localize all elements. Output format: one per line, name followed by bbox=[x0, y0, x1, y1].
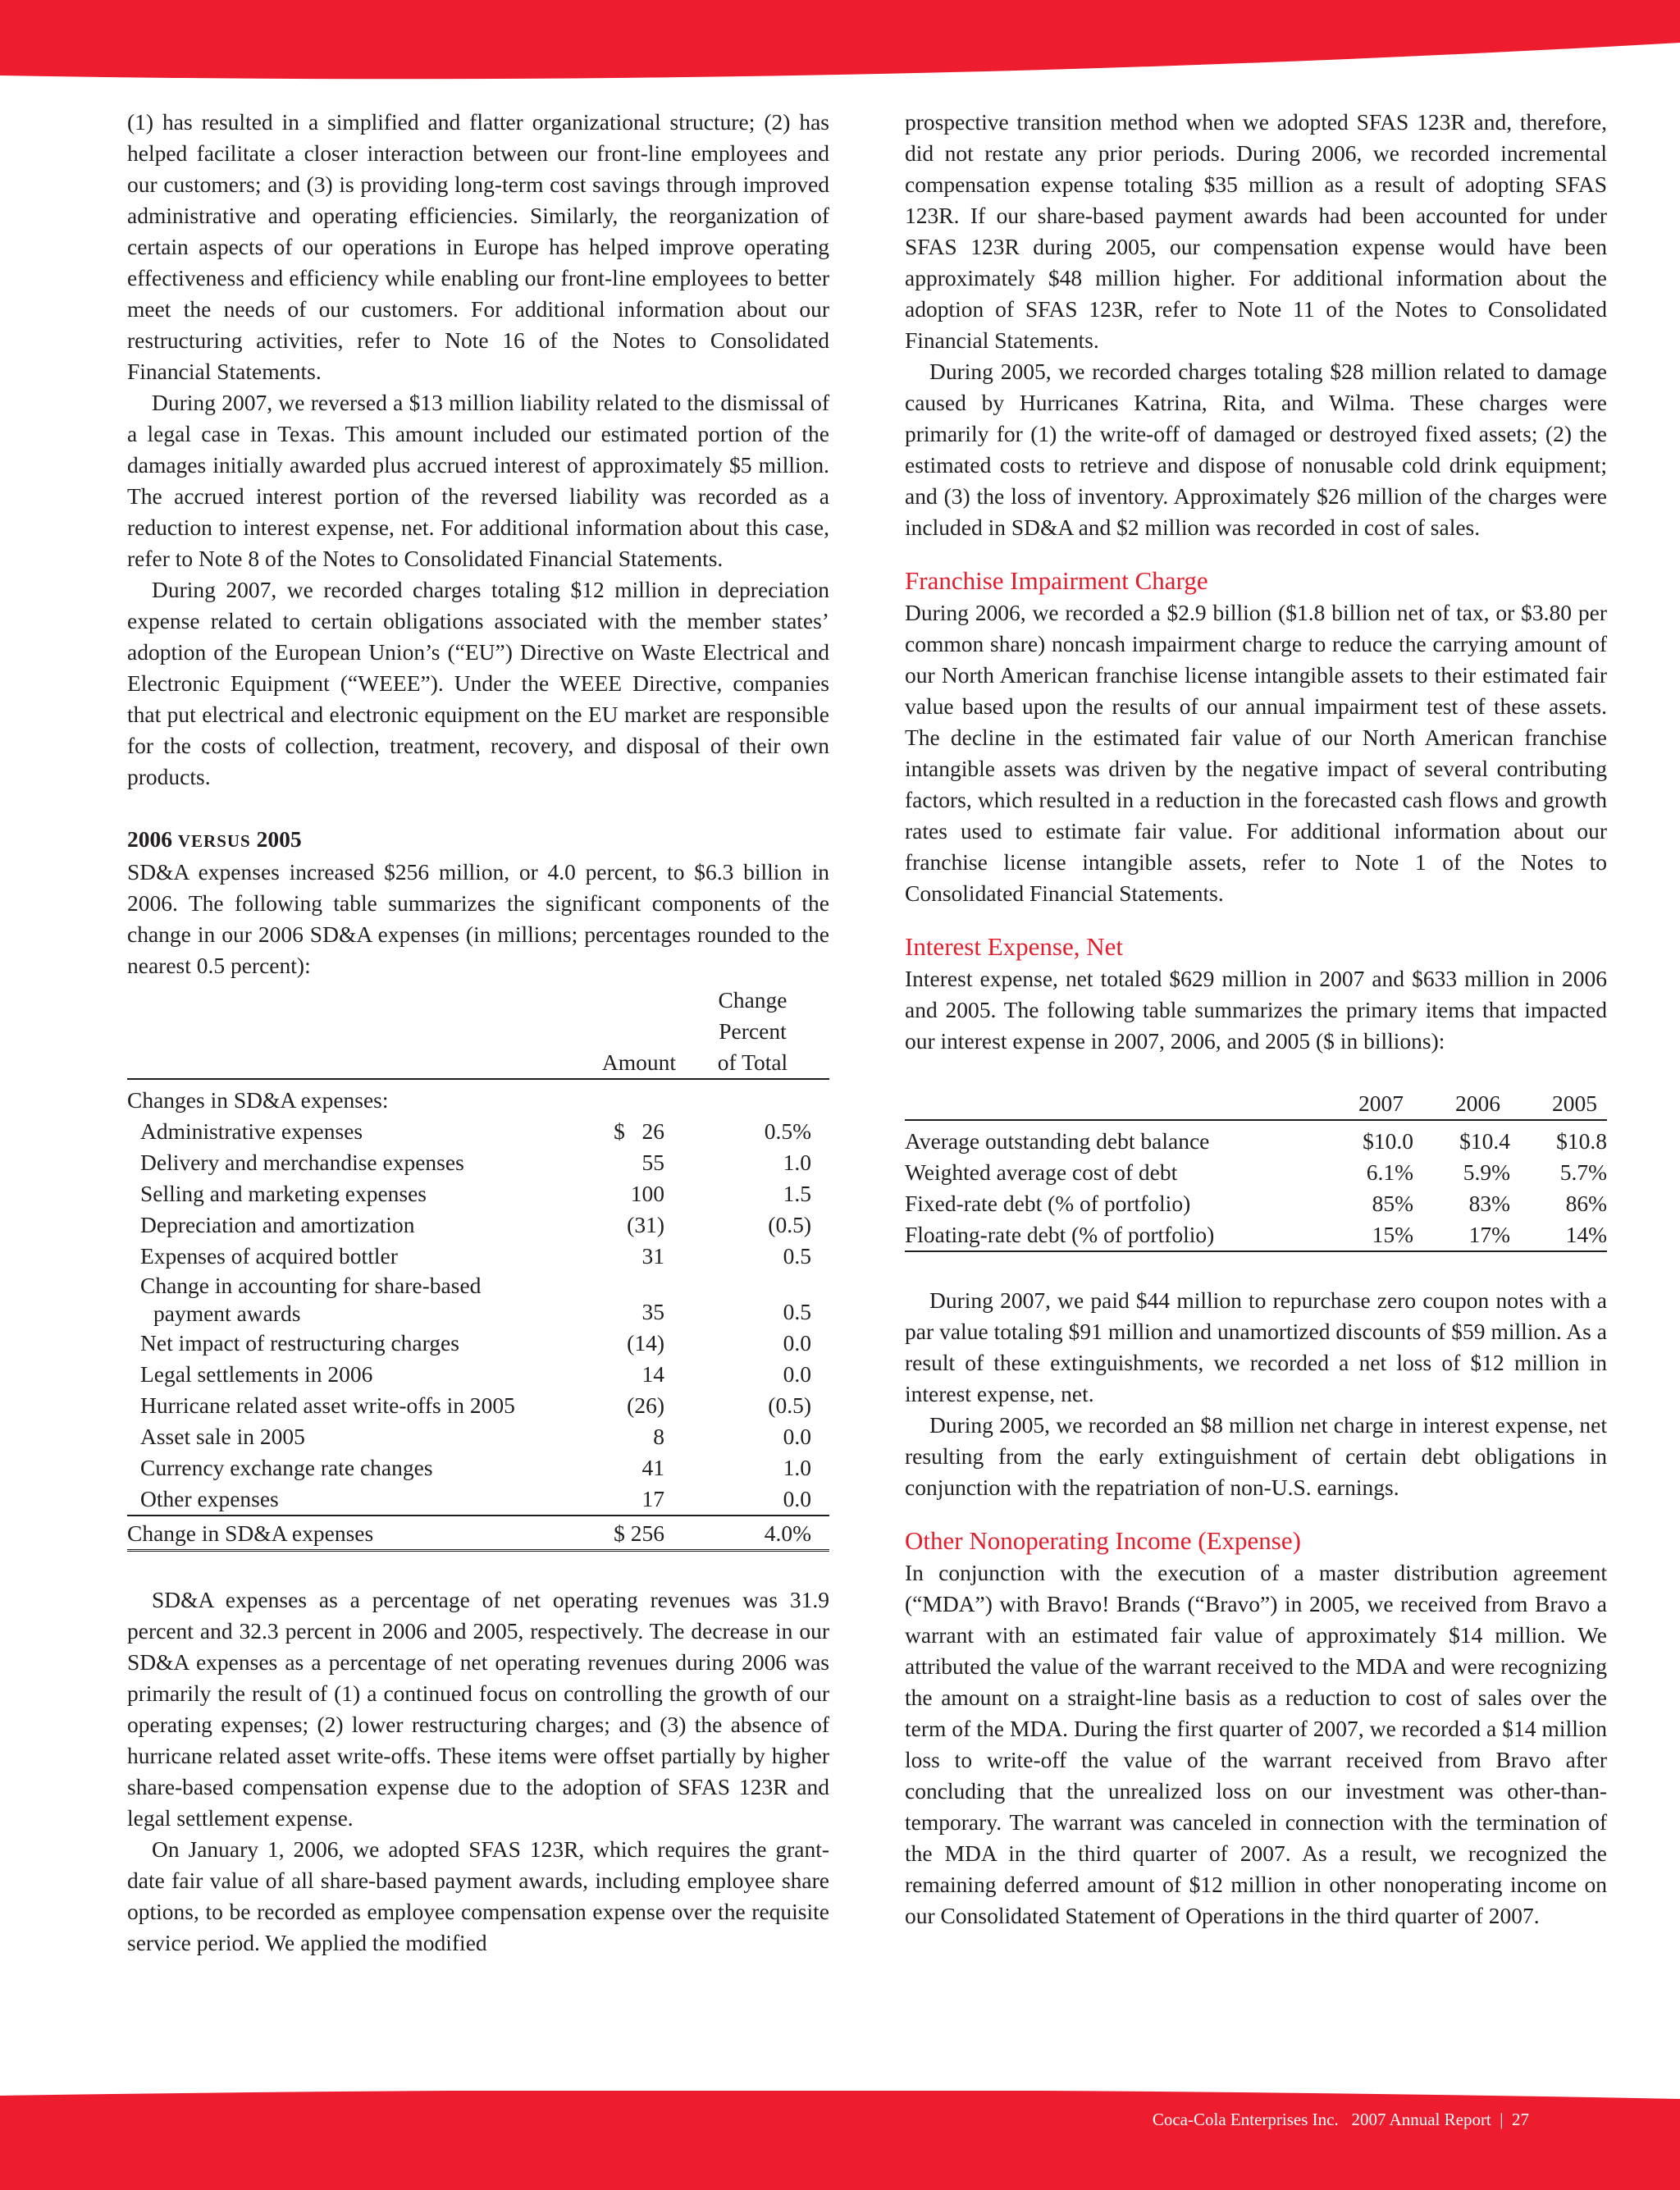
row-percent: 1.5 bbox=[783, 1181, 811, 1206]
row-amount: 17 bbox=[641, 1486, 664, 1511]
row-value-2007: 6.1% bbox=[1366, 1159, 1413, 1185]
col-year-2005: 2005 bbox=[1510, 1088, 1607, 1120]
left-paragraph-3: During 2007, we recorded charges totaling $12 million in depreciation expense related to certain obligations associated with the member states’ adoption of the European Union’s (“EU”) Directive on Waste Electrical and Electronic Equipment (“WEEE”). Under the WEEE Directive, companies that put electrical and electronic equipment on the EU market are responsible for the costs of collection, treatment, recovery, and disposal of their own products. bbox=[127, 577, 829, 789]
right-paragraph-4: Interest expense, net totaled $629 million in 2007 and $633 million in 2006 and 2005. The following table summarizes the primary items that impacted our interest expense in 2007, 2006, and 2005 ($ in billions): bbox=[905, 966, 1607, 1054]
row-label: Other expenses bbox=[140, 1486, 279, 1511]
row-amount: $ 26 bbox=[614, 1118, 664, 1144]
row-value-2006: 83% bbox=[1468, 1191, 1510, 1216]
row-value-2006: 17% bbox=[1413, 1219, 1510, 1251]
row-value-2005: $10.8 bbox=[1556, 1128, 1607, 1154]
sdna-table-header bbox=[127, 985, 829, 1079]
interest-table-header bbox=[905, 1088, 1607, 1120]
left-paragraph-2: During 2007, we reversed a $13 million liability related to the dismissal of a legal case in Texas. This amount included our estimated portion of the damages initially awarded plus accrued interest of approximately $5 million. The accrued interest portion of the reversed liability was recorded as a reduction to interest expense, net. For additional information about this case, refer to Note 8 of the Notes to Consolidated Financial Statements. bbox=[127, 390, 829, 571]
row-amount: (31) bbox=[627, 1212, 664, 1237]
table-row bbox=[127, 1421, 829, 1452]
row-value-2007: 85% bbox=[1372, 1191, 1413, 1216]
col-amount-header: Amount bbox=[550, 985, 676, 1079]
footer-report: 2007 Annual Report bbox=[1351, 2110, 1491, 2129]
total-amount: $ 256 bbox=[550, 1516, 676, 1551]
row-label: Legal settlements in 2006 bbox=[140, 1361, 373, 1387]
col-year-2007: 2007 bbox=[1317, 1088, 1413, 1120]
row-amount: 31 bbox=[641, 1243, 664, 1269]
row-percent: 0.0 bbox=[783, 1486, 811, 1511]
row-percent: 0.0 bbox=[783, 1361, 811, 1387]
col-change-header bbox=[676, 985, 829, 1079]
footer bbox=[1153, 2110, 1529, 2130]
row-label: Expenses of acquired bottler bbox=[140, 1243, 398, 1269]
row-value-2007: $10.0 bbox=[1363, 1128, 1413, 1154]
col-year-2006: 2006 bbox=[1413, 1088, 1510, 1120]
table-row bbox=[127, 1178, 829, 1209]
subhead-year-1: 2006 bbox=[127, 826, 172, 852]
right-paragraph-6: During 2005, we recorded an $8 million net charge in interest expense, net resulting from the early extinguishment of certain debt obligations in conjunction with the repatriation of non-U.S. earnings. bbox=[905, 1412, 1607, 1500]
table-row bbox=[127, 1359, 829, 1390]
left-column bbox=[127, 107, 829, 1959]
table-row bbox=[127, 1390, 829, 1421]
row-label: Floating-rate debt (% of portfolio) bbox=[905, 1219, 1317, 1251]
row-label-line-1: Change in accounting for share-based bbox=[140, 1273, 482, 1298]
row-percent: 0.0 bbox=[783, 1330, 811, 1356]
row-amount: 8 bbox=[653, 1424, 664, 1449]
right-paragraph-7: In conjunction with the execution of a master distribution agreement (“MDA”) with Bravo! Brands (“Bravo”) in 2005, we received from Bravo a warrant with an estimated fair value of approximately $14 million. We attributed the value of the warrant received to the MDA and were recognizing the amount on a straight-line basis as a reduction to cost of sales over the term of the MDA. During the first quarter of 2007, we recorded a $14 million loss to write-off the value of the warrant received from Bravo after concluding that the unrealized loss on our investment was other-than-temporary. The warrant was canceled in connection with the termination of the MDA in the third quarter of 2007. As a result, we recognized the remaining deferred amount of $12 million in other nonoperating income on our Consolidated Statement of Operations in the third quarter of 2007. bbox=[905, 1560, 1607, 1928]
table-row bbox=[127, 1452, 829, 1484]
row-percent: (0.5) bbox=[768, 1212, 811, 1237]
subhead-versus: VERSUS bbox=[177, 831, 251, 851]
row-amount: 100 bbox=[630, 1181, 664, 1206]
col-change-header-line-3: of Total bbox=[717, 1049, 788, 1075]
total-percent: 4.0% bbox=[676, 1516, 829, 1551]
row-label: Asset sale in 2005 bbox=[140, 1424, 305, 1449]
row-value-2006: 5.9% bbox=[1463, 1159, 1510, 1185]
table-row bbox=[905, 1188, 1607, 1219]
subhead-year-2: 2005 bbox=[256, 826, 302, 852]
table-row bbox=[127, 1116, 829, 1147]
table-row bbox=[905, 1120, 1607, 1157]
subhead-2006-versus-2005 bbox=[127, 824, 829, 857]
row-value-2005: 14% bbox=[1510, 1219, 1607, 1251]
table-row bbox=[127, 1272, 829, 1328]
table-row bbox=[127, 1147, 829, 1178]
right-column bbox=[905, 107, 1607, 1932]
table-row bbox=[127, 1241, 829, 1272]
footer-band bbox=[0, 2091, 1680, 2190]
table-row bbox=[905, 1219, 1607, 1251]
row-amount: (14) bbox=[627, 1330, 664, 1356]
row-percent: (0.5) bbox=[768, 1392, 811, 1418]
heading-franchise-impairment: Franchise Impairment Charge bbox=[905, 566, 1208, 595]
heading-interest-expense: Interest Expense, Net bbox=[905, 932, 1123, 961]
right-paragraph-1: prospective transition method when we adopted SFAS 123R and, therefore, did not restate any prior periods. During 2006, we recorded incremental compensation expense totaling $35 million as a result of adopting SFAS 123R. If our share-based payment awards had been accounted for under SFAS 123R during 2005, our compensation expense would have been approximately $48 million higher. For additional information about the adoption of SFAS 123R, refer to Note 11 of the Notes to Consolidated Financial Statements. bbox=[905, 109, 1607, 353]
row-value-2005: 5.7% bbox=[1559, 1159, 1607, 1185]
sdna-category-label: Changes in SD&A expenses: bbox=[127, 1087, 389, 1113]
total-label: Change in SD&A expenses bbox=[127, 1516, 550, 1551]
row-label: Currency exchange rate changes bbox=[140, 1455, 433, 1480]
row-amount: 41 bbox=[641, 1455, 664, 1480]
col-change-header-line-1: Change bbox=[718, 987, 788, 1013]
right-paragraph-5: During 2007, we paid $44 million to repurchase zero coupon notes with a par value totaling $91 million and unamortized discounts of $59 million. As a result of these extinguishments, we recorded a net loss of $12 million in interest expense, net. bbox=[905, 1287, 1607, 1406]
row-label: Net impact of restructuring charges bbox=[140, 1330, 459, 1356]
row-label: Fixed-rate debt (% of portfolio) bbox=[905, 1191, 1191, 1216]
row-label-line-2: payment awards bbox=[153, 1301, 301, 1326]
row-label: Depreciation and amortization bbox=[140, 1212, 415, 1237]
row-value-2005: 86% bbox=[1565, 1191, 1607, 1216]
row-percent: 0.5 bbox=[783, 1299, 811, 1324]
col-change-header-line-2: Percent bbox=[719, 1018, 787, 1044]
row-amount: 35 bbox=[641, 1299, 664, 1324]
row-value-2007: 15% bbox=[1317, 1219, 1413, 1251]
table-row bbox=[127, 1328, 829, 1359]
heading-other-nonoperating: Other Nonoperating Income (Expense) bbox=[905, 1526, 1301, 1555]
sdna-changes-table bbox=[127, 985, 829, 1552]
row-label: Administrative expenses bbox=[140, 1118, 363, 1144]
row-percent: 0.0 bbox=[783, 1424, 811, 1449]
left-paragraph-1: (1) has resulted in a simplified and flatter organizational structure; (2) has helped facilitate a closer interaction between our front-line employees and our customers; and (3) is providing long-term cost savings through improved administrative and operating efficiencies. Similarly, the reorganization of certain aspects of our operations in Europe has helped improve operating effectiveness and efficiency while enabling our front-line employees to better meet the needs of our customers. For additional information about our restructuring activities, refer to Note 16 of the Notes to Consolidated Financial Statements. bbox=[127, 109, 829, 384]
sdna-total-row bbox=[127, 1516, 829, 1551]
row-percent: 0.5 bbox=[783, 1243, 811, 1269]
table-row bbox=[127, 1484, 829, 1516]
row-amount: (26) bbox=[627, 1392, 664, 1418]
row-percent: 1.0 bbox=[783, 1150, 811, 1175]
left-paragraph-5: SD&A expenses as a percentage of net operating revenues was 31.9 percent and 32.3 percent in 2006 and 2005, respectively. The decrease in our SD&A expenses as a percentage of net operating revenues during 2006 was primarily the result of (1) a continued focus on controlling the growth of our operating expenses; (2) lower restructuring charges; and (3) the absence of hurricane related asset write-offs. These items were offset partially by higher share-based compensation expense due to the adoption of SFAS 123R and legal settlement expense. bbox=[127, 1587, 829, 1831]
left-paragraph-6: On January 1, 2006, we adopted SFAS 123R, which requires the grant-date fair value of all share-based payment awards, including employee share options, to be recorded as employee compensation expense over the requisite service period. We applied the modified bbox=[127, 1836, 829, 1955]
footer-separator: | bbox=[1500, 2110, 1504, 2129]
row-amount: 14 bbox=[641, 1361, 664, 1387]
right-paragraph-3: During 2006, we recorded a $2.9 billion ($1.8 billion net of tax, or $3.80 per common share) noncash impairment charge to reduce the carrying amount of our North American franchise license intangible assets to their estimated fair value based upon the results of our annual impairment test of these assets. The decline in the estimated fair value of our North American franchise intangible assets was driven by the negative impact of several contributing factors, which resulted in a reduction in the forecasted cash flows and growth rates used to estimate fair value. For additional information about our franchise license intangible assets, refer to Note 1 of the Notes to Consolidated Financial Statements. bbox=[905, 600, 1607, 906]
page-number: 27 bbox=[1512, 2110, 1529, 2129]
interest-expense-table bbox=[905, 1088, 1607, 1252]
left-paragraph-4: SD&A expenses increased $256 million, or 4.0 percent, to $6.3 billion in 2006. The following table summarizes the significant components of the change in our 2006 SD&A expenses (in millions; percentages rounded to the nearest 0.5 percent): bbox=[127, 859, 829, 978]
row-label: Weighted average cost of debt bbox=[905, 1159, 1178, 1185]
row-percent: 1.0 bbox=[783, 1455, 811, 1480]
table-row bbox=[905, 1157, 1607, 1188]
row-label: Selling and marketing expenses bbox=[140, 1181, 427, 1206]
row-label: Hurricane related asset write-offs in 2005 bbox=[140, 1392, 515, 1418]
row-label: Average outstanding debt balance bbox=[905, 1128, 1210, 1154]
row-label: Delivery and merchandise expenses bbox=[140, 1150, 464, 1175]
table-row bbox=[127, 1209, 829, 1241]
row-percent: 0.5% bbox=[764, 1118, 811, 1144]
footer-company: Coca-Cola Enterprises Inc. bbox=[1152, 2110, 1339, 2129]
row-amount: 55 bbox=[641, 1150, 664, 1175]
row-value-2006: $10.4 bbox=[1459, 1128, 1510, 1154]
row-label bbox=[127, 1272, 550, 1328]
right-paragraph-2: During 2005, we recorded charges totaling $28 million related to damage caused by Hurricanes Katrina, Rita, and Wilma. These charges were primarily for (1) the write-off of damaged or destroyed fixed assets; (2) the estimated costs to retrieve and dispose of nonusable cold drink equipment; and (3) the loss of inventory. Approximately $26 million of the charges were included in SD&A and $2 million was recorded in cost of sales. bbox=[905, 359, 1607, 540]
sdna-category-row bbox=[127, 1079, 829, 1116]
header-band bbox=[0, 0, 1680, 82]
